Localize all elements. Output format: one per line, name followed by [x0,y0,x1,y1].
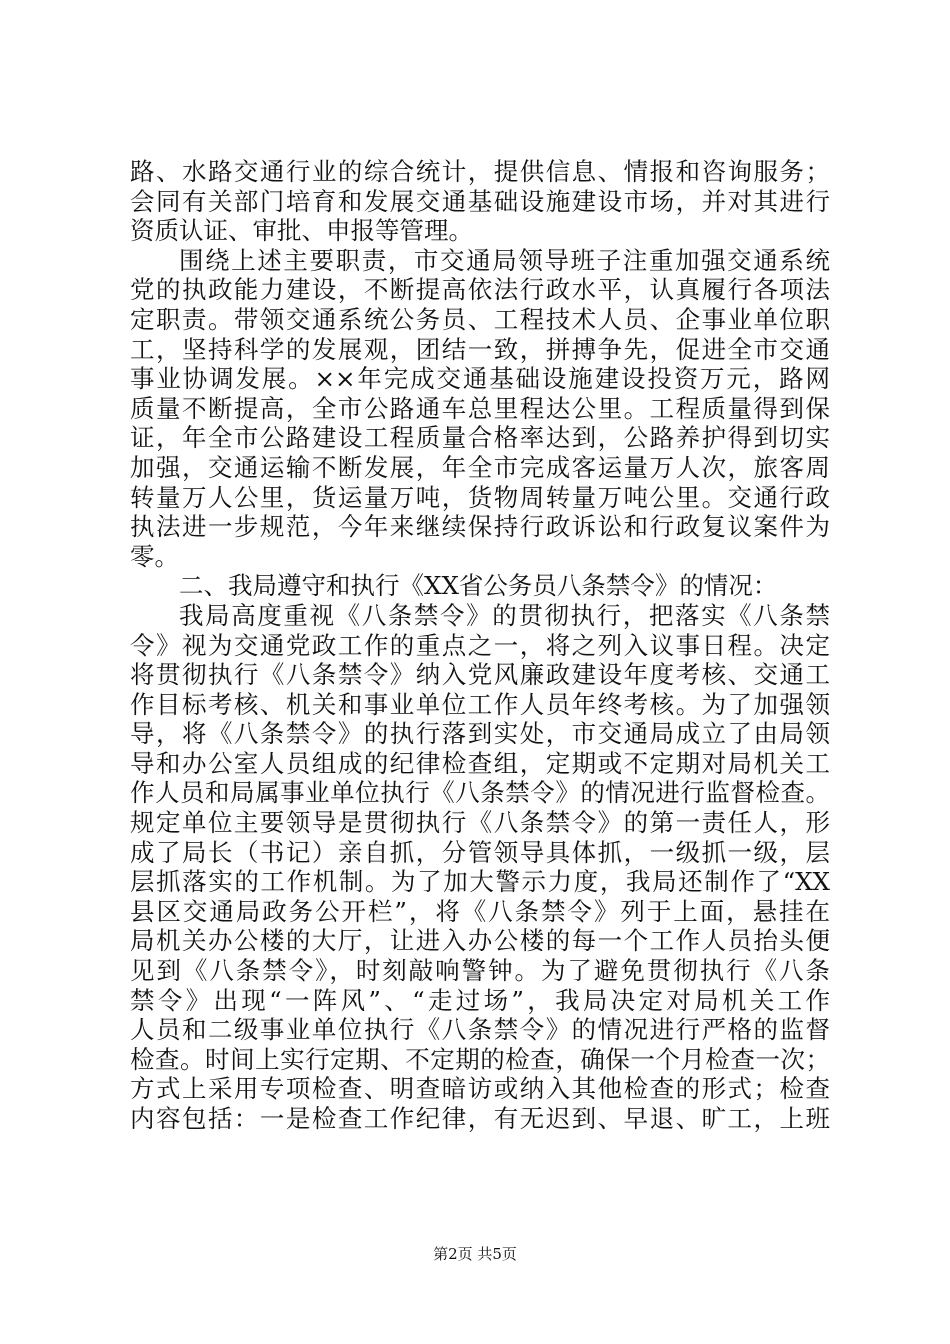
text-line: 执法进一步规范，今年来继续保持行政诉讼和行政复议案件为 [130,512,830,542]
text-line: 零。 [130,541,179,571]
text-line: 定职责。带领交通系统公务员、工程技术人员、企事业单位职 [130,304,830,334]
text-line: 作目标考核、机关和事业单位工作人员年终考核。为了加强领 [130,689,830,719]
text-line: 工，坚持科学的发展观，团结一致，拼搏争先，促进全市交通 [130,334,830,364]
text-line: 质量不断提高，全市公路通车总里程达公里。工程质量得到保 [130,393,830,423]
text-line: 成了局长（书记）亲自抓，分管领导具体抓，一级抓一级，层 [130,837,830,867]
text-line: 路、水路交通行业的综合统计，提供信息、情报和咨询服务； [130,157,830,186]
text-line: 证，年全市公路建设工程质量合格率达到，公路养护得到切实 [130,423,830,453]
text-line: 围绕上述主要职责，市交通局领导班子注重加强交通系统 [179,245,830,275]
text-line: 见到《八条禁令》，时刻敲响警钟。为了避免贯彻执行《八条 [130,956,830,986]
text-line: 方式上采用专项检查、明查暗访或纳入其他检查的形式；检查 [130,1074,830,1104]
text-line: 转量万人公里，货运量万吨，货物周转量万吨公里。交通行政 [130,482,830,512]
text-line: 党的执政能力建设，不断提高依法行政水平，认真履行各项法 [130,275,830,305]
page-footer: 第2页 共5页 [433,1245,517,1263]
text-line: 事业协调发展。××年完成交通基础设施建设投资万元，路网 [130,364,830,394]
text-line: 禁令》出现“一阵风”、“走过场”，我局决定对局机关工作 [130,985,830,1015]
text-line: 会同有关部门培育和发展交通基础设施建设市场，并对其进行 [130,186,830,216]
section-heading: 二、我局遵守和执行《XX省公务员八条禁令》的情况： [179,571,778,601]
text-line: 层抓落实的工作机制。为了加大警示力度，我局还制作了“XX [130,867,830,897]
text-line: 规定单位主要领导是贯彻执行《八条禁令》的第一责任人，形 [130,808,830,838]
text-line: 作人员和局属事业单位执行《八条禁令》的情况进行监督检查。 [130,778,830,808]
text-line: 资质认证、审批、申报等管理。 [130,216,473,246]
text-line: 局机关办公楼的大厅，让进入办公楼的每一个工作人员抬头便 [130,926,830,956]
text-line: 加强，交通运输不断发展，年全市完成客运量万人次，旅客周 [130,452,830,482]
text-line: 内容包括：一是检查工作纪律，有无迟到、早退、旷工，上班 [130,1104,830,1133]
text-line: 县区交通局政务公开栏”，将《八条禁令》列于上面，悬挂在 [130,896,830,926]
text-line: 人员和二级事业单位执行《八条禁令》的情况进行严格的监督 [130,1015,830,1045]
text-line: 检查。时间上实行定期、不定期的检查，确保一个月检查一次； [130,1044,830,1074]
text-line: 我局高度重视《八条禁令》的贯彻执行，把落实《八条禁 [179,600,830,630]
text-line: 导，将《八条禁令》的执行落到实处，市交通局成立了由局领 [130,719,830,749]
text-line: 导和办公室人员组成的纪律检查组，定期或不定期对局机关工 [130,748,830,778]
document-body [130,157,830,1134]
text-line: 将贯彻执行《八条禁令》纳入党风廉政建设年度考核、交通工 [130,660,830,690]
text-line: 令》视为交通党政工作的重点之一，将之列入议事日程。决定 [130,630,830,660]
